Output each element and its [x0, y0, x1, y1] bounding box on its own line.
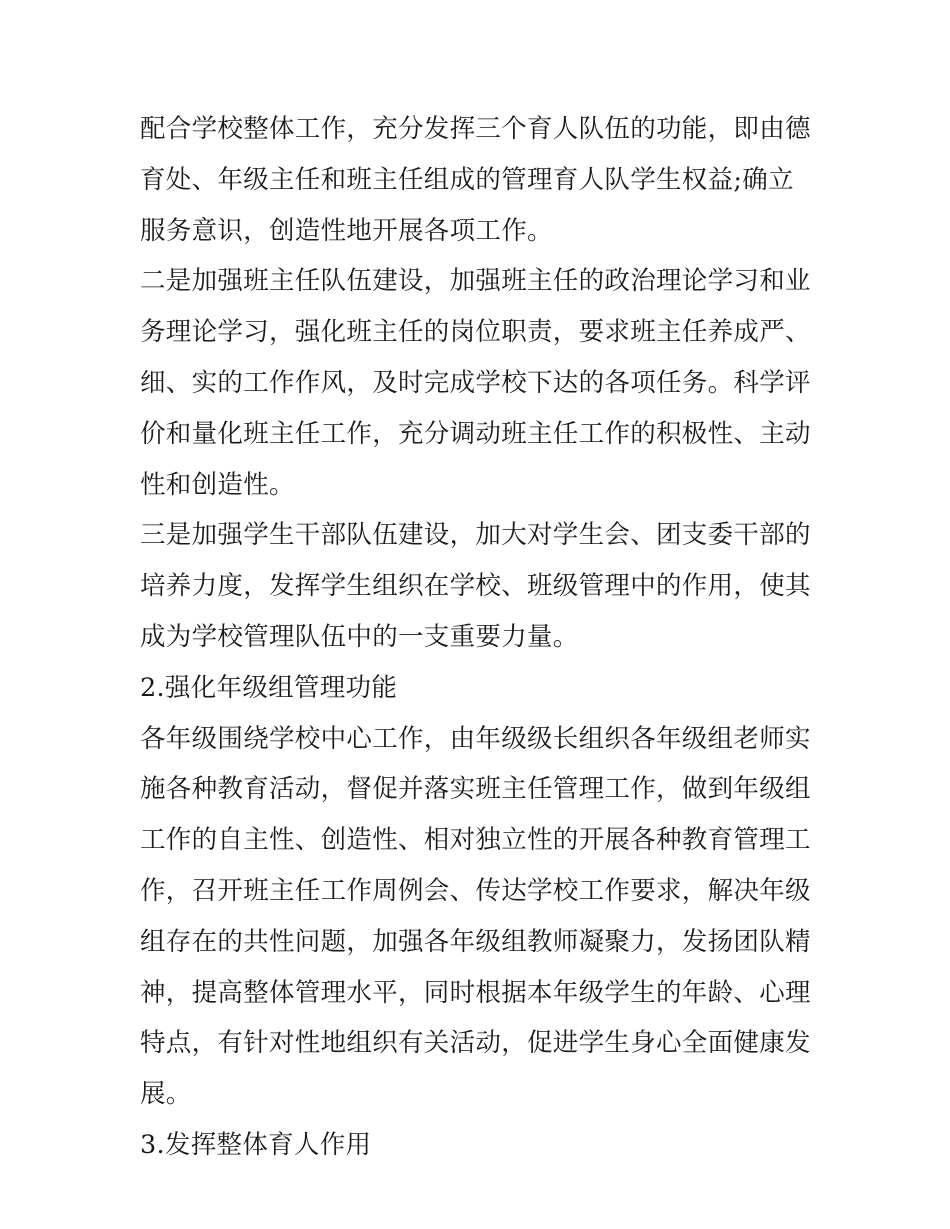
paragraph-2: 二是加强班主任队伍建设，加强班主任的政治理论学习和业务理论学习，强化班主任的岗位职责，要求班主任养成严、细、实的工作作风，及时完成学校下达的各项任务。科学评价和量化班主任工作，充分调动班主任工作的积极性、主动性和创造性。 — [140, 266, 811, 500]
section-heading-3: 3.发挥整体育人作用 — [140, 1129, 372, 1160]
paragraph-4: 各年级围绕学校中心工作，由年级级长组织各年级组老师实施各种教育活动，督促并落实班主任管理工作，做到年级组工作的自主性、创造性、相对独立性的开展各种教育管理工作，召开班主任工作周例会、传达学校工作要求，解决年级组存在的共性问题，加强各年级组教师凝聚力，发扬团队精神，提高整体管理水平，同时根据本年级学生的年龄、心理特点，有针对性地组织有关活动，促进学生身心全面健康发展。 — [140, 723, 811, 1110]
document-body — [140, 104, 815, 1171]
section-heading-2: 2.强化年级组管理功能 — [140, 672, 398, 703]
paragraph-1: 配合学校整体工作，充分发挥三个育人队伍的功能，即由德育处、年级主任和班主任组成的管理育人队学生权益;确立服务意识，创造性地开展各项工作。 — [140, 114, 811, 246]
paragraph-3: 三是加强学生干部队伍建设，加大对学生会、团支委干部的培养力度，发挥学生组织在学校、班级管理中的作用，使其成为学校管理队伍中的一支重要力量。 — [140, 520, 811, 652]
